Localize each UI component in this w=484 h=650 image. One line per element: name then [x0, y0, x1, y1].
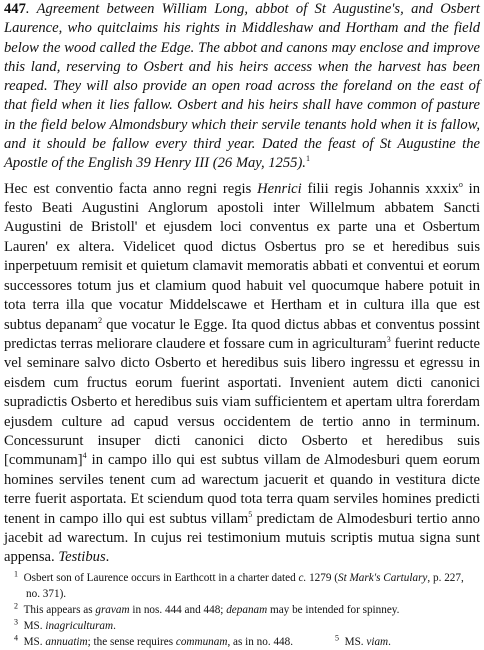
footnote-ref: 3 [386, 335, 391, 345]
footnotes [4, 570, 480, 650]
latin-text: Hec est conventio facta anno regni regis Henrici filii regis Johannis xxxix$^o$ in festo Beati Augustini Anglorum apostoli inter Willelmum abbatem Sancti Augustini de Bristoll' et ejusdem loci conventus ex parte una et Osbertum Lauren' ex altera. Videlicet quod dictus Osbertus pro se et heredibus suis inperpetuum remisit et quietum clamavit memoratis abbati et conventui et eorum successores totum jus et clamium quod habuit vel quocumque habere potuit in tota terra illa que vocatur Middelscawe et Hertham et in cultura illa que est subtus depanam$^2$ que vocatur le Egge. Ita quod dictus abbas et conventus possint predictas terras meliorare claudere et fossare cum in agriculturam$^3$ fuerint reducte vel seminare salvo dicto Osberto et heredibus suis libero ingressu et egressu in eisdem cum fructus eorum fuerint asportati. Invenient autem dicti canonici supradictis Osberto et heredibus suis viam sufficientem et apertam ultra forerdam ejusdem culture ad capud versus occidentem de tertio anno in terminum. Concessurunt insuper dicti canonici dicto Osberto et heredibus suis [communam]$^4$ in campo illo qui est subtus villam de Almodesburi quem eorum homines serviles tenent cum ad warectum jacuerit et quando in vestitura dicte terre fuerit asportata. Et sciendum quod tota terra quam serviles homines predicti tenent in campo illo qui est subtus villam$^5$ predictam de Almodesburi tertio anno jacebit ad warectum. In cujus rei testimonium mutuis scriptis mutua signa sunt appensa. Testibus. [4, 179, 481, 566]
summary-text: . Agreement between William Long, abbot of St Augustine's, and Osbert Laurence, who quitclaims his rights in Middleshaw and Hortham and the field below the wood called the Edge. The abbot and canons may enclose and improve this land, reserving to Osbert and his heirs access when the harvest has been reaped. They will also provide an open road across the foreland on the east of that field when it lies fallow. Osbert and his heirs shall have common of pasture in the field below Almondsbury which their servile tenants hold when it is fallow, and it should be fallow every third year. Dated the feast of St Augustine the Apostle of the English 39 Henry III (26 May, 1255). [4, 1, 480, 172]
footnote-3: $^3$ MS. inagriculturam. [14, 617, 116, 632]
footnote-1: $^1$ Osbert son of Laurence occurs in Earthcott in a charter dated c. 1279 (St Mark's Cartulary, p. 227, no. 371). [14, 569, 464, 600]
footnote-ref: 4 [82, 451, 87, 461]
footnote-4-5: $^4$ MS. annuatim; the sense requires communam, as in no. 448. $^5$ MS. viam. [14, 633, 391, 648]
document-page [4, 0, 480, 650]
footnote-5-num: 5 [335, 633, 340, 643]
footnote-ref: 5 [248, 509, 253, 519]
entry-number: 447 [4, 1, 26, 17]
footnote-ref: 2 [98, 315, 103, 325]
entry-summary [4, 0, 480, 174]
footnote-ref: 1 [305, 154, 310, 164]
footnote-2: $^2$ This appears as gravam in nos. 444 and 448; depanam may be intended for spinney. [14, 601, 400, 616]
